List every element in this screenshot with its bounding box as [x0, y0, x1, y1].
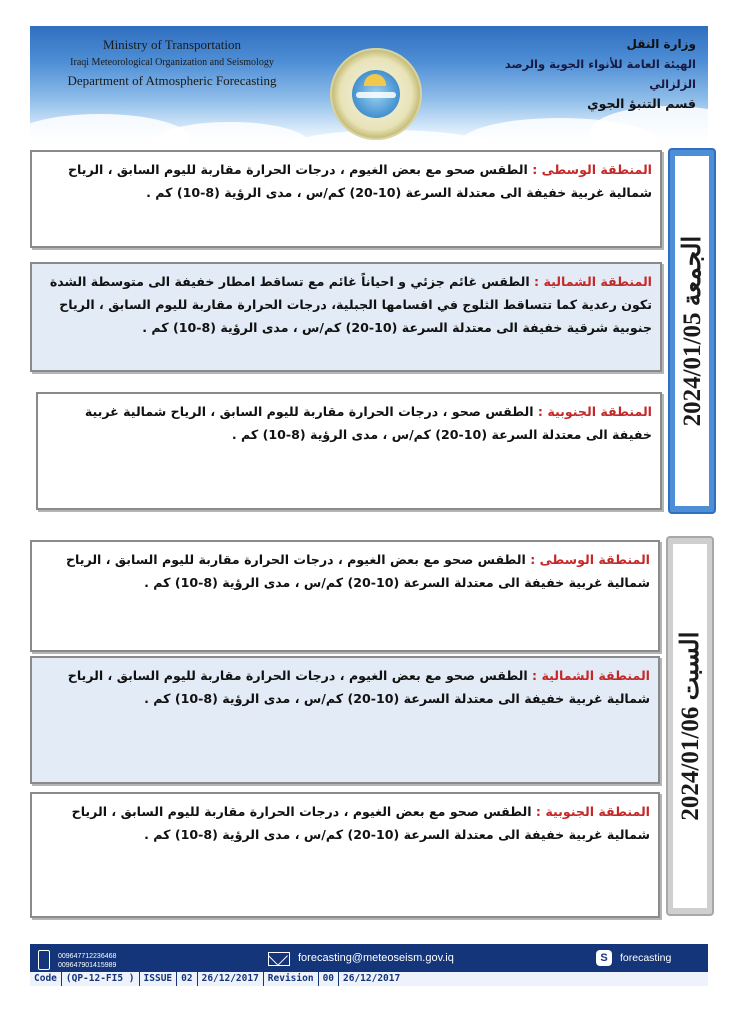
- day-tab-saturday: [666, 536, 714, 916]
- issue-date: 26/12/2017: [198, 972, 264, 986]
- issue-number: 02: [177, 972, 197, 986]
- code-label: Code: [30, 972, 62, 986]
- organization-logo-icon: [330, 48, 422, 140]
- region-label: المنطقة الجنوبية :: [537, 404, 652, 419]
- issue-label: ISSUE: [140, 972, 178, 986]
- ministry-name-ar: وزارة النقل: [626, 37, 696, 51]
- forecast-box-day2-north: [30, 656, 660, 784]
- region-label: المنطقة الوسطى :: [530, 552, 650, 567]
- region-label: المنطقة الجنوبية :: [535, 804, 650, 819]
- email-icon: [268, 952, 290, 966]
- phone-number: 009647712236468: [58, 953, 117, 960]
- forecast-box-day2-central: [30, 540, 660, 652]
- phone-number: 009647901415989: [58, 962, 117, 969]
- forecast-box-day1-north: [30, 262, 662, 372]
- region-forecast-text: الطقس صحو مع بعض الغيوم ، درجات الحرارة مقاربة لليوم السابق ، الرياح شمالية غربية خفيفة الى معتدلة السرعة (10-20) كم/س ، مدى الرؤية (8-10) كم .: [67, 668, 650, 706]
- region-forecast-text: الطقس صحو مع بعض الغيوم ، درجات الحرارة مقاربة لليوم السابق ، الرياح شمالية غربية خفيفة الى معتدلة السرعة (10-20) كم/س ، مدى الرؤية (8-10) كم .: [71, 804, 650, 842]
- forecast-box-day2-south: [30, 792, 660, 918]
- region-forecast-text: الطقس صحو ، درجات الحرارة مقاربة لليوم السابق ، الرياح شمالية غربية خفيفة الى معتدلة السرعة (10-20) كم/س ، مدى الرؤية (8-10) كم .: [84, 404, 652, 442]
- header-arabic: [456, 34, 696, 114]
- organization-name-ar: الهيئة العامة للأنواء الجوية والرصد الزلزالي: [504, 57, 696, 91]
- region-label: المنطقة الشمالية :: [534, 274, 652, 289]
- region-label: المنطقة الوسطى :: [532, 162, 652, 177]
- forecast-box-day1-central: [30, 150, 662, 248]
- day-tab-friday: [668, 148, 716, 514]
- forecast-box-day1-south: [36, 392, 662, 510]
- department-name-ar: قسم التنبؤ الجوي: [587, 96, 696, 111]
- revision-label: Revision: [264, 972, 319, 986]
- day-label: السبت 2024/01/06: [677, 631, 704, 821]
- department-name-en: Department of Atmospheric Forecasting: [67, 73, 277, 88]
- revision-date: 26/12/2017: [343, 973, 401, 984]
- header-english: [42, 36, 302, 90]
- skype-handle[interactable]: forecasting: [620, 952, 672, 964]
- region-forecast-text: الطقس صحو مع بعض الغيوم ، درجات الحرارة مقاربة لليوم السابق ، الرياح شمالية غربية خفيفة الى معتدلة السرعة (10-20) كم/س ، مدى الرؤية (8-10) كم .: [67, 162, 652, 200]
- region-forecast-text: الطقس غائم جزئي و احياناً غائم مع تساقط امطار خفيفة الى متوسطة الشدة تكون رعدية كما تتساقط الثلوج في اقسامها الجبلية، درجات الحرارة مقاربة لليوم السابق ، الرياح جنوبية شرقية خفيفة الى معتدلة السرعة (10-20) كم/س ، مدى الرؤية (8-10) كم .: [49, 274, 652, 335]
- ministry-name-en: Ministry of Transportation: [103, 37, 241, 52]
- email-link[interactable]: forecasting@meteoseism.gov.iq: [298, 952, 454, 964]
- footer-bar: [30, 944, 708, 986]
- region-forecast-text: الطقس صحو مع بعض الغيوم ، درجات الحرارة مقاربة لليوم السابق ، الرياح شمالية غربية خفيفة الى معتدلة السرعة (10-20) كم/س ، مدى الرؤية (8-10) كم .: [65, 552, 650, 590]
- phone-icon: [38, 950, 50, 970]
- organization-name-en: Iraqi Meteorological Organization and Seismology: [70, 57, 274, 68]
- phone-numbers: [58, 952, 116, 970]
- revision-number: 00: [319, 972, 339, 986]
- day-label: الجمعة 2024/01/05: [679, 235, 706, 427]
- code-value: (QP-12-FI5 ): [62, 972, 140, 986]
- header-banner: [30, 26, 708, 148]
- skype-icon: S: [596, 950, 612, 966]
- region-label: المنطقة الشمالية :: [532, 668, 650, 683]
- document-code-bar: [30, 972, 708, 986]
